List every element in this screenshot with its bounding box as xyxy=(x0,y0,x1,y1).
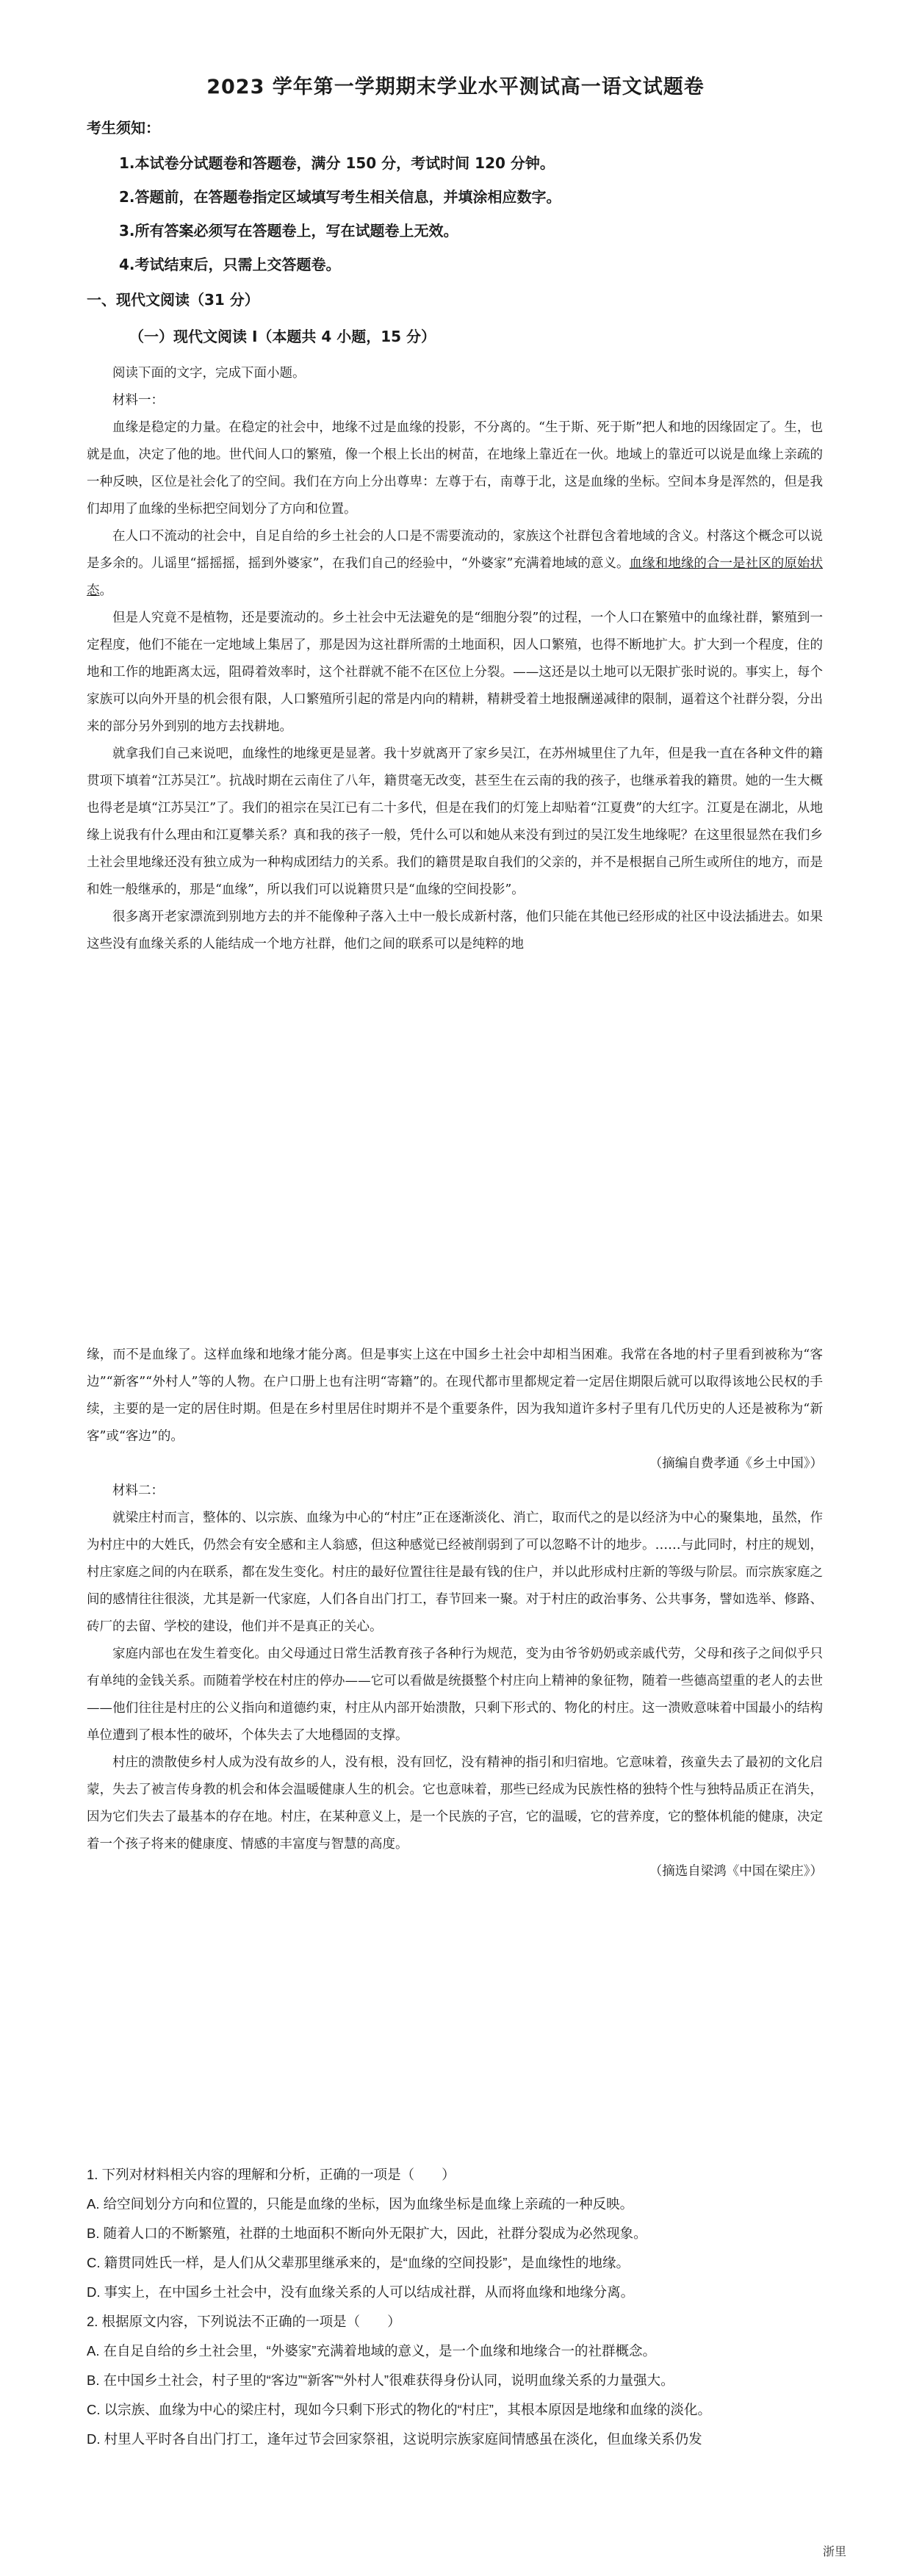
answer-option: A. 给空间划分方向和位置的，只能是血缘的坐标，因为血缘坐标是血缘上亲疏的一种反映。 xyxy=(87,2196,634,2212)
paragraph: 家庭内部也在发生着变化。由父母通过日常生活教育孩子各种行为规范，变为由爷爷奶奶或亲戚代劳，父母和孩子之间似乎只有单纯的金钱关系。而随着学校在村庄的停办——它可以看做是统摄整个村庄向上精神的象征物，随着一些德高望重的老人的去世——他们往往是村庄的公义指向和道德约束，村庄从内部开始溃散，只剩下形式的、物化的村庄。这一溃败意味着中国最小的结构单位遭到了根本性的破坏，个体失去了大地穩固的支撑。 xyxy=(87,1647,823,1743)
notice-item: 2.答题前，在答题卷指定区域填写考生相关信息，并填涂相应数字。 xyxy=(119,188,561,206)
material-label: 材料一： xyxy=(112,393,164,408)
section-heading: 一、现代文阅读（31 分） xyxy=(87,291,259,309)
source-citation: （摘选自梁鸿《中国在梁庄》） xyxy=(649,1864,823,1879)
notice-item: 4.考试结束后，只需上交答题卷。 xyxy=(119,256,341,273)
source-citation: （摘编自费孝通《乡土中国》） xyxy=(649,1456,823,1471)
answer-option: C. 籍贯同姓氏一样，是人们从父辈那里继承来的，是“血缘的空间投影”，是血缘性的地缘。 xyxy=(87,2255,630,2270)
paragraph-text: 在人口不流动的社会中，自足自给的乡土社会的人口是不需要流动的，家族这个社群包含着地域的含义。村落这个概念可以说是多余的。儿谣里“摇摇摇，摇到外婆家”，在我们自己的经验中，“外婆家”充满着地域的意义。 xyxy=(87,529,823,571)
subsection-heading: （一）现代文阅读 Ⅰ（本题共 4 小题，15 分） xyxy=(129,328,436,345)
paragraph: 就梁庄村而言，整体的、以宗族、血缘为中心的“村庄”正在逐渐淡化、消亡，取而代之的是以经济为中心的聚集地，虽然，作为村庄中的大姓氏，仍然会有安全感和主人翁感，但这种感觉已经被削弱到了可以忽略不计的地步。……与此同时，村庄的规划，村庄家庭之间的内在联系，都在发生变化。村庄的最好位置往往是最有钱的住户，并以此形成村庄新的等级与阶层。而宗族家庭之间的感情往往很淡，尤其是新一代家庭，人们各自出门打工，春节回来一聚。对于村庄的政治事务、公共事务，譬如选举、修路、砖厂的去留、学校的建设，他们并不是真正的关心。 xyxy=(87,1511,823,1634)
paragraph: 但是人究竟不是植物，还是要流动的。乡土社会中无法避免的是“细胞分裂”的过程，一个人口在繁殖中的血缘社群，繁殖到一定程度，他们不能在一定地域上集居了，那是因为这社群所需的土地面积，因人口繁殖，也得不断地扩大。扩大到一个程度，住的地和工作的地距离太远，阻碍着效率时，这个社群就不能不在区位上分裂。——这还是以土地可以无限扩张时说的。事实上，每个家族可以向外开垦的机会很有限，人口繁殖所引起的常是内向的精耕，精耕受着土地报酬递减律的限制，逼着这个社群分裂，分出来的部分另外到别的地方去找耕地。 xyxy=(87,611,823,734)
notice-heading: 考生须知： xyxy=(87,119,160,137)
questions xyxy=(87,2160,823,2454)
material-one-part-2 xyxy=(87,1342,823,1885)
paragraph: 村庄的溃散使乡村人成为没有故乡的人，没有根，没有回忆，没有精神的指引和归宿地。它意味着，孩童失去了最初的文化启蒙，失去了被言传身教的机会和体会温暖健康人生的机会。它也意味着，那些已经成为民族性格的独特个性与独特品质正在消失，因为它们失去了最基本的存在地。村庄，在某种意义上，是一个民族的子宫，它的温暖，它的营养度，它的整体机能的健康，决定着一个孩子将来的健康度、情感的丰富度与智慧的高度。 xyxy=(87,1755,823,1852)
page-title: 2023 学年第一学期期末学业水平测试高一语文试题卷 xyxy=(206,76,705,98)
answer-option: D. 事实上，在中国乡土社会中，没有血缘关系的人可以结成社群，从而将血缘和地缘分离。 xyxy=(87,2284,635,2300)
answer-option: D. 村里人平时各自出门打工，逢年过节会回家祭祖，这说明宗族家庭间情感虽在淡化，但血缘关系仍发 xyxy=(87,2431,702,2447)
paragraph: 缘，而不是血缘了。这样血缘和地缘才能分离。但是事实上这在中国乡土社会中却相当困难。我常在各地的村子里看到被称为“客边”“新客”“外村人”等的人物。在户口册上也有注明“寄籍”的。在现代都市里都规定着一定居住期限后就可以取得该地公民权的手续，主要的是一定的居住时期。但是在乡村里居住时期并不是个重要条件，因为我知道许多村子里有几代历史的人还是被称为“新客”或“客边”的。 xyxy=(87,1348,823,1444)
notice-item: 1.本试卷分试题卷和答题卷，满分 150 分，考试时间 120 分钟。 xyxy=(119,154,555,172)
answer-option: C. 以宗族、血缘为中心的梁庄村，现如今只剩下形式的物化的“村庄”，其根本原因是地缘和血缘的淡化。 xyxy=(87,2402,711,2417)
material-one-part-1 xyxy=(87,360,823,958)
paragraph xyxy=(87,523,823,605)
notice-item: 3.所有答案必须写在答题卷上，写在试题卷上无效。 xyxy=(119,222,458,240)
paragraph-text: 。 xyxy=(99,583,112,598)
paragraph: 很多离开老家漂流到别地方去的并不能像种子落入土中一般长成新村落，他们只能在其他已经形成的社区中设法插进去。如果这些没有血缘关系的人能结成一个地方社群，他们之间的联系可以是纯粹的地 xyxy=(87,910,823,951)
answer-option: B. 随着人口的不断繁殖，社群的土地面积不断向外无限扩大，因此，社群分裂成为必然现象。 xyxy=(87,2226,647,2241)
answer-option: B. 在中国乡土社会，村子里的“客边”“新客”“外村人”很难获得身份认同，说明血缘关系的力量强大。 xyxy=(87,2372,674,2388)
paragraph: 血缘是稳定的力量。在稳定的社会中，地缘不过是血缘的投影，不分离的。“生于斯、死于斯”把人和地的因缘固定了。生，也就是血，决定了他的地。世代间人口的繁殖，像一个根上长出的树苗，在地缘上靠近在一伙。地域上的靠近可以说是血缘上亲疏的一种反映，区位是社会化了的空间。我们在方向上分出尊卑：左尊于右，南尊于北，这是血缘的坐标。空间本身是浑然的，但是我们却用了血缘的坐标把空间划分了方向和位置。 xyxy=(87,420,823,517)
answer-option: A. 在自足自给的乡土社会里，“外婆家”充满着地域的意义，是一个血缘和地缘合一的社群概念。 xyxy=(87,2343,656,2359)
question-stem: 2. 根据原文内容，下列说法不正确的一项是（ ） xyxy=(87,2314,401,2329)
question-stem: 1. 下列对材料相关内容的理解和分析，正确的一项是（ ） xyxy=(87,2167,455,2182)
paragraph: 就拿我们自己来说吧，血缘性的地缘更是显著。我十岁就离开了家乡吴江，在苏州城里住了九年，但是我一直在各种文件的籍贯项下填着“江苏吴江”。抗战时期在云南住了八年，籍贯毫无改变，甚至生在云南的我的孩子，也继承着我的籍贯。她的一生大概也得老是填“江苏吴江”了。我们的祖宗在吴江已有二十多代，但是在我们的灯笼上却贴着“江夏费”的大红字。江夏是在湖北，从地缘上说我有什么理由和江夏攀关系？真和我的孩子一般，凭什么可以和她从来没有到过的吴江发生地缘呢？在这里很显然在我们乡土社会里地缘还没有独立成为一种构成团结力的关系。我们的籍贯是取自我们的父亲的，并不是根据自己所生或所住的地方，而是和姓一般继承的，那是“血缘”，所以我们可以说籍贯只是“血缘的空间投影”。 xyxy=(87,746,823,897)
footer-watermark-text: 浙里 xyxy=(822,2546,846,2558)
underlined-sentence: 血缘和地缘的合一是社区的原始状态 xyxy=(87,556,823,598)
reading-instruction: 阅读下面的文字，完成下面小题。 xyxy=(112,366,306,381)
material-label: 材料二： xyxy=(112,1483,164,1498)
